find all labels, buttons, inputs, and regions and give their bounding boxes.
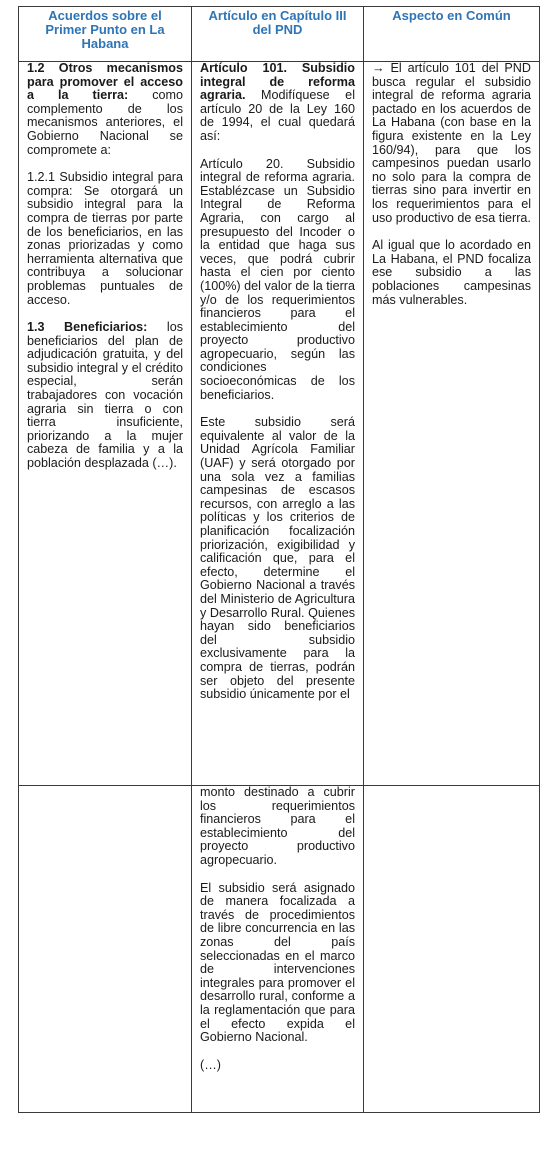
paragraph-text: como complemento de los mecanismos anteriores, el Gobierno Nacional se compromete a: (27, 88, 183, 157)
cell-articulo (192, 62, 364, 786)
paragraph: (…) (200, 1057, 221, 1072)
paragraph: monto destinado a cubrir los requerimientos financieros para el establecimiento del proyecto productivo agropecuario. (200, 785, 355, 867)
paragraph-text: Modifíquese el artículo 20 de la Ley 160 de 1994, el cual quedará así: (200, 88, 355, 143)
paragraph: Artículo 20. Subsidio integral de reforma agraria. Establézcase un Subsidio Integral de Reforma Agraria, con cargo al presupuesto del Incoder o la entidad que haga sus veces, que podrá cubrir hasta el cien por ciento (100%) del valor de la tierra y/o de los requerimientos financieros para el establecimiento del proyecto productivo agropecuario, según las condiciones socioeconómicas de los beneficiarios. (200, 156, 355, 402)
cell-empty (364, 786, 540, 1113)
paragraph: El subsidio será asignado de manera focalizada a través de procedimientos de libre concurrencia en las zonas del país seleccionadas en el marco de intervenciones integrales para promover el desarrollo rural, conforme a la reglamentación que para el efecto expida el Gobierno Nacional. (200, 880, 355, 1045)
paragraph (27, 62, 183, 157)
header-aspecto: Aspecto en Común (364, 7, 540, 62)
header-articulo: Artículo en Capítulo III del PND (192, 7, 364, 62)
header-acuerdos: Acuerdos sobre el Primer Punto en La Habana (19, 7, 192, 62)
bold-heading: 1.3 Beneficiarios: (27, 320, 148, 335)
cell-aspecto (364, 62, 540, 786)
bold-heading: Artículo 101. Subsidio integral de reforma agraria. (200, 61, 355, 103)
table-row (19, 62, 540, 786)
paragraph: Este subsidio será equivalente al valor de la Unidad Agrícola Familiar (UAF) y será otorgado por una sola vez a familias campesinas de escasos recursos, con arreglo a las políticas y los criterios de planificación focalización priorización, exigibilidad y calificación que, para el efecto, determine el Gobierno Nacional a través del Ministerio de Agricultura y Desarrollo Rural. Quienes hayan sido beneficiarios del subsidio exclusivamente para la compra de tierras, podrán ser objeto del presente subsidio únicamente por el (200, 415, 355, 702)
cell-empty (19, 786, 192, 1113)
bold-heading: 1.2 Otros mecanismos para promover el acceso a la tierra: (27, 61, 183, 103)
paragraph (200, 62, 355, 144)
cell-articulo-continued (192, 786, 364, 1113)
table-header-row (19, 7, 540, 62)
comparison-table (18, 6, 540, 1113)
paragraph-text: los beneficiarios del plan de adjudicación gratuita, y del subsidio integral y el crédito especial, serán trabajadores con vocación agraria sin tierra o con tierra insuficiente, priorizando a la mujer cabeza de familia y a la población desplazada (…). (27, 320, 183, 471)
paragraph (27, 321, 183, 471)
cell-acuerdos (19, 62, 192, 786)
table-row (19, 786, 540, 1113)
paragraph: Al igual que lo acordado en La Habana, el PND focaliza ese subsidio a las poblaciones campesinas más vulnerables. (372, 238, 531, 307)
paragraph: → El artículo 101 del PND busca regular el subsidio integral de reforma agraria pactado en los acuerdos de La Habana (con base en la figura existente en la Ley 160/94), para que los campesinos puedan usarlo no solo para la compra de tierras sino para invertir en los requerimientos para el uso productivo de esa tierra. (372, 61, 531, 225)
paragraph: 1.2.1 Subsidio integral para compra: Se otorgará un subsidio integral para la compra de tierras por parte de los beneficiarios, en las zonas priorizadas y como herramienta alternativa que contribuya a solucionar problemas puntuales de acceso. (27, 170, 183, 307)
